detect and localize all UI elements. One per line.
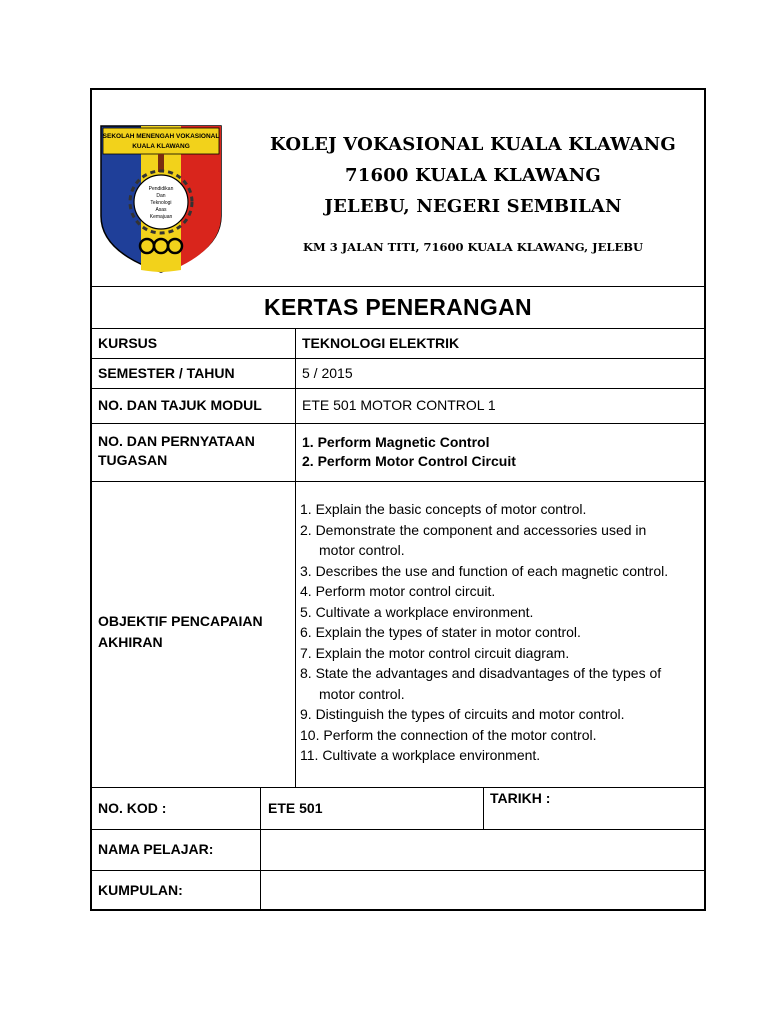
list-item: 10. Perform the connection of the motor control. xyxy=(300,726,597,743)
semester-label: SEMESTER / TAHUN xyxy=(98,365,235,381)
semester-row xyxy=(92,359,704,389)
list-item: 6. Explain the types of stater in motor control. xyxy=(300,624,581,640)
tarikh-label: TARIKH : xyxy=(490,790,551,806)
list-item: 7. Explain the motor control circuit diagram. xyxy=(300,644,570,661)
school-name-line-1: KOLEJ VOKASIONAL KUALA KLAWANG xyxy=(270,134,676,155)
objective-list xyxy=(300,499,668,766)
objektif-label-line-2: AKHIRAN xyxy=(98,634,163,650)
modul-row xyxy=(92,389,704,424)
kod-label: NO. KOD : xyxy=(98,800,167,816)
document-title: KERTAS PENERANGAN xyxy=(264,294,532,320)
kursus-row xyxy=(92,329,704,359)
kumpulan-field[interactable] xyxy=(260,871,704,911)
crest-banner-line-2: KUALA KLAWANG xyxy=(132,143,190,150)
crest-motto-line-4: Asas xyxy=(155,207,167,213)
kursus-label: KURSUS xyxy=(98,335,158,351)
list-item: 11. Cultivate a workplace environment. xyxy=(300,747,541,763)
list-item: 2. Demonstrate the component and accessories used in motor control. xyxy=(300,521,647,558)
school-header xyxy=(92,90,704,287)
kod-row xyxy=(92,787,704,829)
list-item: 5. Cultivate a workplace environment. xyxy=(300,603,534,620)
list-item: 8. State the advantages and disadvantages of the types of motor control. xyxy=(300,665,662,702)
kumpulan-label: KUMPULAN: xyxy=(98,882,183,898)
document-title-row xyxy=(92,287,704,329)
modul-label: NO. DAN TAJUK MODUL xyxy=(98,397,262,413)
nama-row xyxy=(92,829,704,870)
semester-value: 5 / 2015 xyxy=(302,365,353,381)
nama-field[interactable] xyxy=(260,830,704,870)
school-crest-logo xyxy=(98,124,224,274)
crest-motto-line-5: Kemajuan xyxy=(149,214,173,220)
school-address: KM 3 JALAN TITI, 71600 KUALA KLAWANG, JELEBU xyxy=(303,240,643,254)
tugasan-item-2: 2. Perform Motor Control Circuit xyxy=(302,453,516,469)
crest-motto-line-1: Pendidikan xyxy=(148,186,174,192)
crest-motto-line-3: Teknologi xyxy=(150,200,172,206)
school-name-line-2: 71600 KUALA KLAWANG xyxy=(345,165,601,186)
crest-motto-line-2: Dan xyxy=(156,193,166,199)
tugasan-row xyxy=(92,424,704,482)
modul-value: ETE 501 MOTOR CONTROL 1 xyxy=(302,397,496,413)
student-info-table xyxy=(92,787,704,911)
tugasan-label-line-2: TUGASAN xyxy=(98,452,168,468)
tugasan-item-1: 1. Perform Magnetic Control xyxy=(302,434,490,450)
document-frame xyxy=(90,88,706,911)
objektif-label-line-1: OBJEKTIF PENCAPAIAN xyxy=(98,613,263,629)
list-item: 9. Distinguish the types of circuits and motor control. xyxy=(300,706,625,722)
list-item: 4. Perform motor control circuit. xyxy=(300,583,496,599)
nama-label: NAMA PELAJAR: xyxy=(98,841,214,857)
list-item: 1. Explain the basic concepts of motor control. xyxy=(300,501,587,517)
school-name-line-3: JELEBU, NEGERI SEMBILAN xyxy=(324,196,622,217)
list-item: 3. Describes the use and function of each magnetic control. xyxy=(300,562,669,579)
kursus-value: TEKNOLOGI ELEKTRIK xyxy=(302,335,460,351)
kumpulan-row xyxy=(92,870,704,911)
crest-banner-line-1: SEKOLAH MENENGAH VOKASIONAL xyxy=(102,133,220,140)
objektif-row xyxy=(92,482,704,787)
tugasan-label-line-1: NO. DAN PERNYATAAN xyxy=(98,433,255,449)
kod-value: ETE 501 xyxy=(268,800,323,816)
